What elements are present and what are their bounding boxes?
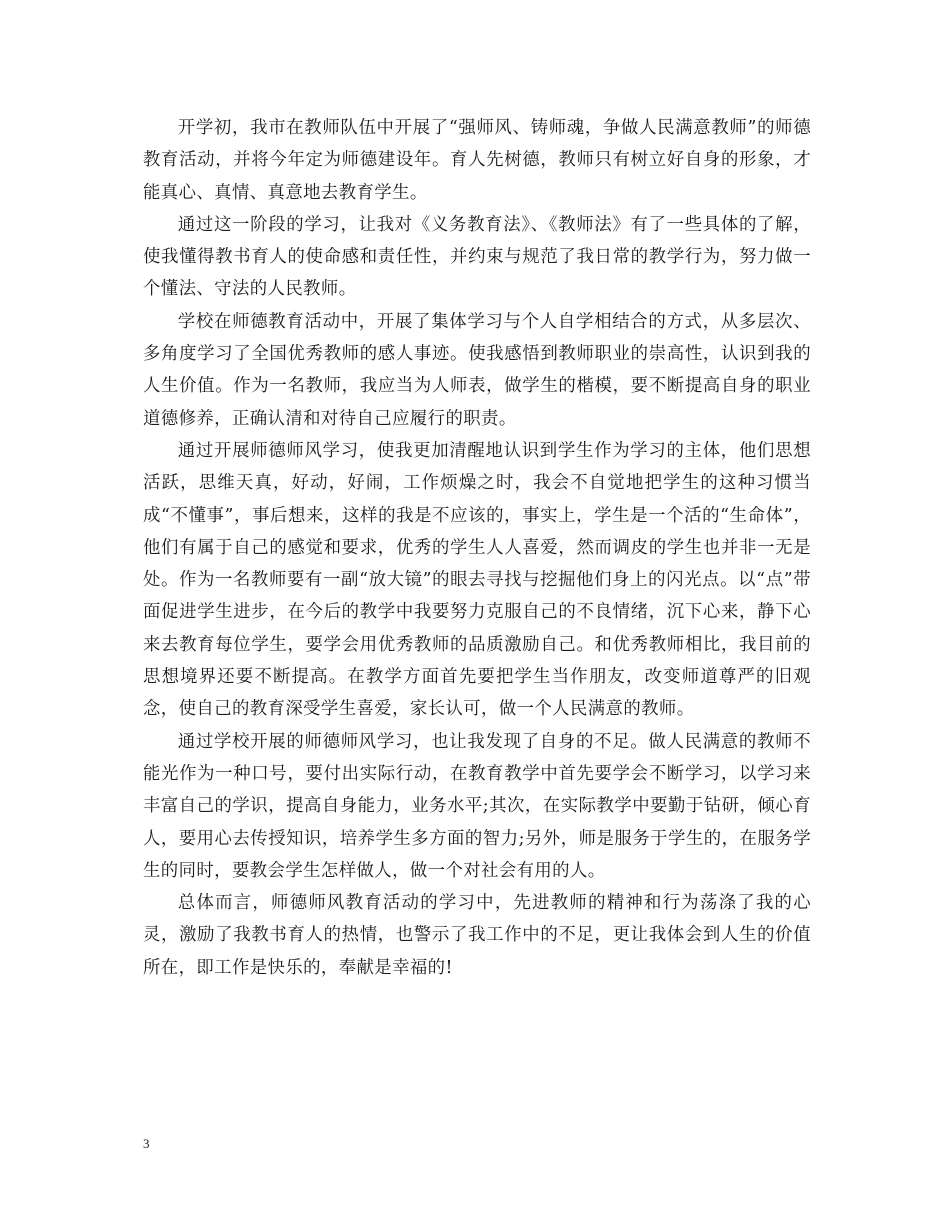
document-body: [143, 112, 811, 984]
paragraph-3: 学校在师德教育活动中，开展了集体学习与个人自学相结合的方式，从多层次、多角度学习了全国优秀教师的感人事迹。使我感悟到教师职业的崇高性，认识到我的人生价值。作为一名教师，我应当为人师表，做学生的楷模，要不断提高自身的职业道德修养，正确认清和对待自己应履行的职责。: [143, 311, 811, 429]
paragraph-5: 通过学校开展的师德师风学习，也让我发现了自身的不足。做人民满意的教师不能光作为一种口号，要付出实际行动，在教育教学中首先要学会不断学习，以学习来丰富自己的学识，提高自身能力，业务水平;其次，在实际教学中要勤于钻研，倾心育人，要用心去传授知识，培养学生多方面的智力;另外，师是服务于学生的，在服务学生的同时，要教会学生怎样做人，做一个对社会有用的人。: [143, 731, 811, 881]
paragraph-4: 通过开展师德师风学习，使我更加清醒地认识到学生作为学习的主体，他们思想活跃，思维天真，好动，好闹，工作烦燥之时，我会不自觉地把学生的这种习惯当成“不懂事”，事后想来，这样的我是不应该的，事实上，学生是一个活的“生命体”，他们有属于自己的感觉和要求，优秀的学生人人喜爱，然而调皮的学生也并非一无是处。作为一名教师要有一副“放大镜”的眼去寻找与挖掘他们身上的闪光点。以“点”带面促进学生进步，在今后的教学中我要努力克服自己的不良情绪，沉下心来，静下心来去教育每位学生，要学会用优秀教师的品质激励自己。和优秀教师相比，我目前的思想境界还要不断提高。在教学方面首先要把学生当作朋友，改变师道尊严的旧观念，使自己的教育深受学生喜爱，家长认可，做一个人民满意的教师。: [143, 440, 811, 720]
paragraph-6: 总体而言，师德师风教育活动的学习中，先进教师的精神和行为荡涤了我的心灵，激励了我教书育人的热情，也警示了我工作中的不足，更让我体会到人生的价值所在，即工作是快乐的，奉献是幸福的!: [143, 893, 811, 978]
page-number: 3: [143, 1136, 150, 1151]
paragraph-2: 通过这一阶段的学习，让我对《义务教育法》、《教师法》有了一些具体的了解，使我懂得教书育人的使命感和责任性，并约束与规范了我日常的教学行为，努力做一个懂法、守法的人民教师。: [143, 214, 811, 300]
paragraph-1: 开学初，我市在教师队伍中开展了“强师风、铸师魂，争做人民满意教师”的师德教育活动，并将今年定为师德建设年。育人先树德，教师只有树立好自身的形象，才能真心、真情、真意地去教育学生。: [143, 118, 811, 203]
